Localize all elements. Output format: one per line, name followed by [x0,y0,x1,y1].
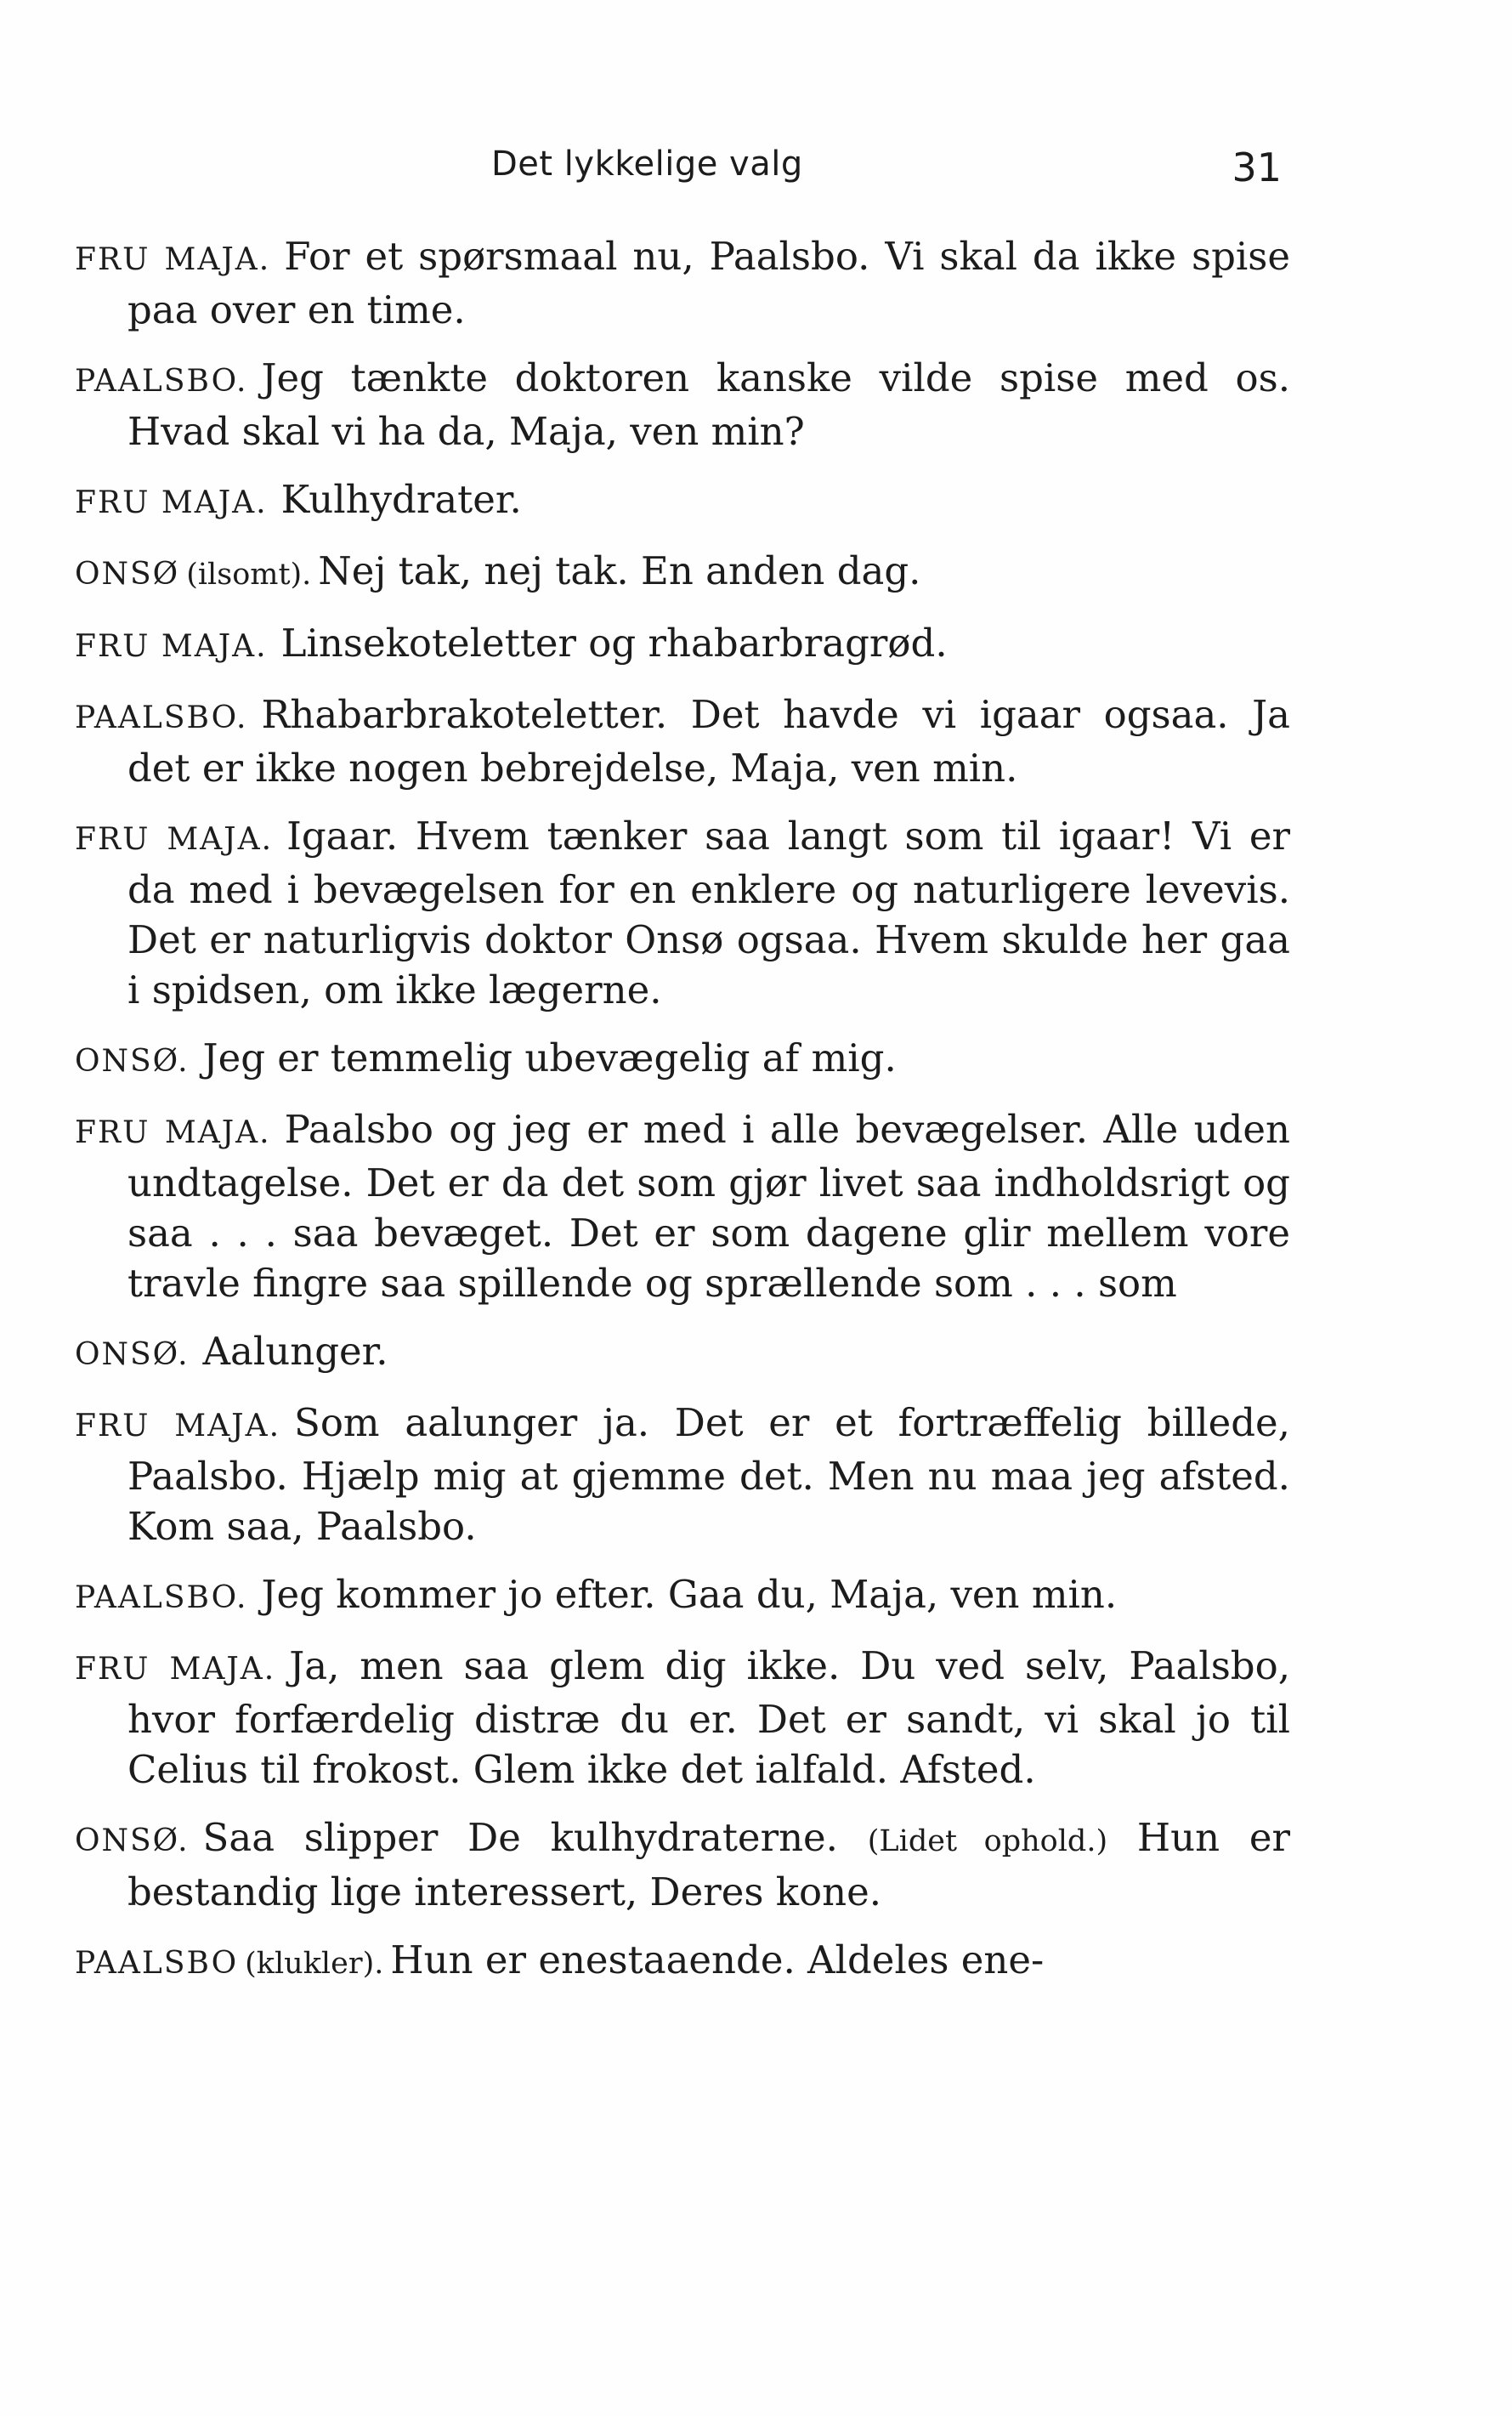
speech-text: Jeg tænkte doktoren kanske vilde spise med os. Hvad skal vi ha da, Maja, ven min? [127,355,1290,454]
speech-text: Nej tak, nej tak. En anden dag. [318,548,921,593]
speech-text: Jeg er temmelig ubevægelig af mig. [202,1035,897,1080]
speaker-name: ONSØ. [75,1044,190,1079]
speech [75,474,1290,528]
speaker-name: FRU MAJA. [75,1115,271,1150]
stage-direction: (ilsomt). [186,558,312,592]
speech-text: Igaar. Hvem tænker saa langt som til igaar! Vi er da med i bevægelsen for en enklere og naturligere levevis. Det er naturligvis doktor Onsø ogsaa. Hvem skulde her gaa i spidsen, om ikke lægerne. [127,814,1290,1012]
speech [75,1033,1290,1086]
speech-text: Aalunger. [202,1329,388,1374]
speech-text: Saa slipper De kulhydraterne. [202,1815,838,1860]
speech [75,1641,1290,1795]
speech [75,1104,1290,1308]
speech [75,618,1290,672]
speaker-name: FRU MAJA. [75,629,268,664]
speaker-name: FRU MAJA. [75,242,271,277]
speaker-name: FRU MAJA. [75,1652,276,1687]
speech-text: Kulhydrater. [280,477,522,522]
speech-text: Rhabarbrakoteletter. Det havde vi igaar ogsaa. Ja det er ikke nogen bebrejdelse, Maja, ven min. [127,692,1290,791]
speaker-name: ONSØ. [75,1337,190,1372]
speech [75,231,1290,335]
stage-direction: (Lidet ophold.) [867,1824,1108,1858]
speaker-name: FRU MAJA. [75,822,274,857]
speech [75,811,1290,1015]
running-title: Det lykkelige valg [491,145,803,184]
speech-text: Ja, men saa glem dig ikke. Du ved selv, Paalsbo, hvor forfærdelig distræ du er. Det er sandt, vi skal jo til Celius til frokost. Glem ikke det ialfald. Afsted. [127,1643,1290,1792]
speech [75,353,1290,457]
page-number: 31 [1232,145,1282,190]
speaker-name: PAALSBO. [75,1580,248,1615]
speech-text: For et spørsmaal nu, Paalsbo. Vi skal da ikke spise paa over en time. [127,234,1290,332]
speech-text: Hun er enestaaende. Aldeles ene- [390,1937,1045,1982]
speaker-name: PAALSBO. [75,700,248,735]
stage-direction: (klukler). [245,1947,384,1981]
speech-text: Som aalunger ja. Det er et fortræffelig billede, Paalsbo. Hjælp mig at gjemme det. Men nu maa jeg afsted. Kom saa, Paalsbo. [127,1400,1290,1549]
speech [75,1398,1290,1551]
speech [75,689,1290,793]
speech [75,1326,1290,1380]
speaker-name: FRU MAJA. [75,485,268,520]
speech [75,1569,1290,1623]
speaker-name: FRU MAJA. [75,1409,281,1443]
speech-text: Paalsbo og jeg er med i alle bevægelser. Alle uden undtagelse. Det er da det som gjør livet saa indholdsrigt og saa . . . saa bevæget. Det er som dagene glir mellem vore travle fingre saa spillende og sprællende som . . . som [127,1107,1290,1306]
speech [75,1935,1290,1989]
speaker-name: PAALSBO. [75,364,248,399]
speech-text: Linsekoteletter og rhabarbragrød. [280,621,948,666]
play-text [75,231,1290,2007]
speech [75,1812,1290,1917]
speaker-name: PAALSBO [75,1946,239,1981]
speaker-name: ONSØ [75,557,180,592]
speech-text: Jeg kommer jo efter. Gaa du, Maja, ven min. [261,1572,1118,1617]
speech-text-continued: Hun er bestandig lige interessert, Deres kone. [127,1815,1291,1914]
running-header [491,145,1282,196]
speaker-name: ONSØ. [75,1823,190,1858]
speech [75,546,1290,600]
